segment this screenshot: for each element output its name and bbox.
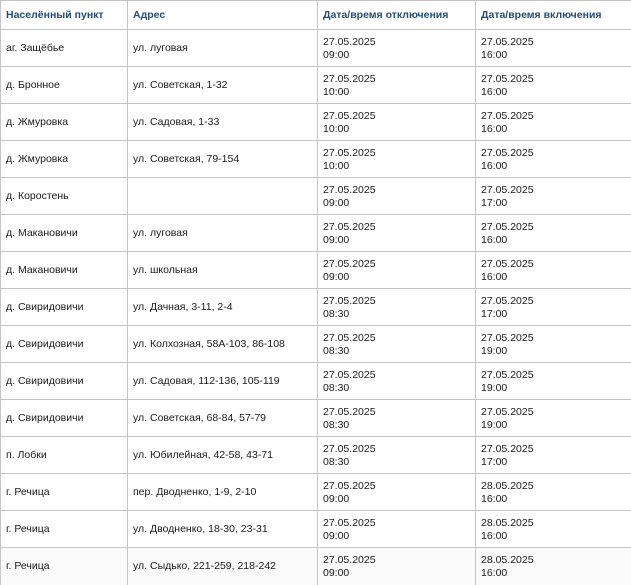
off-date: 27.05.2025: [323, 443, 470, 456]
off-date: 27.05.2025: [323, 221, 470, 234]
cell-settlement: д. Жмуровка: [1, 141, 128, 178]
off-date: 27.05.2025: [323, 369, 470, 382]
cell-address: ул. Садовая, 112-136, 105-119: [128, 363, 318, 400]
cell-on-datetime: [476, 326, 631, 363]
off-date: 27.05.2025: [323, 36, 470, 49]
table-row: [1, 141, 631, 178]
table-row: [1, 215, 631, 252]
cell-settlement: д. Коростень: [1, 178, 128, 215]
on-date: 27.05.2025: [481, 73, 626, 86]
off-time: 09:00: [323, 197, 470, 210]
cell-on-datetime: [476, 289, 631, 326]
cell-on-datetime: [476, 474, 631, 511]
cell-off-datetime: [318, 141, 476, 178]
off-date: 27.05.2025: [323, 332, 470, 345]
cell-off-datetime: [318, 215, 476, 252]
cell-off-datetime: [318, 289, 476, 326]
cell-off-datetime: [318, 548, 476, 585]
on-time: 19:00: [481, 382, 626, 395]
cell-on-datetime: [476, 363, 631, 400]
cell-off-datetime: [318, 326, 476, 363]
on-time: 16:00: [481, 493, 626, 506]
cell-on-datetime: [476, 215, 631, 252]
on-date: 27.05.2025: [481, 258, 626, 271]
cell-off-datetime: [318, 400, 476, 437]
on-date: 28.05.2025: [481, 480, 626, 493]
cell-address: ул. Дачная, 3-11, 2-4: [128, 289, 318, 326]
on-time: 17:00: [481, 456, 626, 469]
cell-address: ул. луговая: [128, 30, 318, 67]
on-date: 27.05.2025: [481, 332, 626, 345]
off-time: 08:30: [323, 345, 470, 358]
off-date: 27.05.2025: [323, 73, 470, 86]
table-row: [1, 30, 631, 67]
table-row: [1, 548, 631, 585]
cell-address: ул. Советская, 68-84, 57-79: [128, 400, 318, 437]
off-date: 27.05.2025: [323, 406, 470, 419]
on-time: 16:00: [481, 234, 626, 247]
table-row: [1, 67, 631, 104]
table-row: [1, 252, 631, 289]
off-time: 09:00: [323, 271, 470, 284]
on-date: 28.05.2025: [481, 517, 626, 530]
cell-address: ул. Сыдько, 221-259, 218-242: [128, 548, 318, 585]
cell-settlement: п. Лобки: [1, 437, 128, 474]
table-row: [1, 326, 631, 363]
header-off-datetime: Дата/время отключения: [318, 1, 476, 30]
cell-settlement: д. Макановичи: [1, 215, 128, 252]
cell-on-datetime: [476, 252, 631, 289]
on-date: 27.05.2025: [481, 443, 626, 456]
cell-address: ул. Садовая, 1-33: [128, 104, 318, 141]
cell-settlement: д. Свиридовичи: [1, 400, 128, 437]
cell-off-datetime: [318, 67, 476, 104]
cell-on-datetime: [476, 30, 631, 67]
on-date: 27.05.2025: [481, 184, 626, 197]
cell-on-datetime: [476, 511, 631, 548]
cell-off-datetime: [318, 437, 476, 474]
table-row: [1, 400, 631, 437]
header-row: [1, 1, 631, 30]
on-time: 19:00: [481, 345, 626, 358]
on-date: 28.05.2025: [481, 554, 626, 567]
off-date: 27.05.2025: [323, 147, 470, 160]
cell-on-datetime: [476, 178, 631, 215]
table-row: [1, 511, 631, 548]
table-row: [1, 178, 631, 215]
on-time: 16:00: [481, 530, 626, 543]
cell-off-datetime: [318, 178, 476, 215]
on-date: 27.05.2025: [481, 147, 626, 160]
on-time: 16:00: [481, 86, 626, 99]
off-time: 08:30: [323, 308, 470, 321]
on-time: 17:00: [481, 308, 626, 321]
on-time: 16:00: [481, 271, 626, 284]
off-date: 27.05.2025: [323, 295, 470, 308]
cell-settlement: д. Свиридовичи: [1, 289, 128, 326]
cell-settlement: г. Речица: [1, 474, 128, 511]
off-date: 27.05.2025: [323, 258, 470, 271]
table-row: [1, 363, 631, 400]
cell-address: ул. школьная: [128, 252, 318, 289]
on-time: 16:00: [481, 49, 626, 62]
off-time: 08:30: [323, 382, 470, 395]
header-on-datetime: Дата/время включения: [476, 1, 631, 30]
header-address: Адрес: [128, 1, 318, 30]
off-date: 27.05.2025: [323, 480, 470, 493]
off-time: 09:00: [323, 530, 470, 543]
cell-address: ул. луговая: [128, 215, 318, 252]
cell-settlement: д. Свиридовичи: [1, 363, 128, 400]
cell-off-datetime: [318, 252, 476, 289]
cell-on-datetime: [476, 67, 631, 104]
on-time: 19:00: [481, 419, 626, 432]
off-time: 08:30: [323, 419, 470, 432]
cell-address: ул. Колхозная, 58А-103, 86-108: [128, 326, 318, 363]
off-date: 27.05.2025: [323, 554, 470, 567]
cell-on-datetime: [476, 548, 631, 585]
off-time: 10:00: [323, 123, 470, 136]
cell-settlement: г. Речица: [1, 511, 128, 548]
cell-address: [128, 178, 318, 215]
cell-address: ул. Дводненко, 18-30, 23-31: [128, 511, 318, 548]
cell-on-datetime: [476, 437, 631, 474]
cell-off-datetime: [318, 511, 476, 548]
off-time: 08:30: [323, 456, 470, 469]
off-time: 10:00: [323, 160, 470, 173]
off-time: 09:00: [323, 234, 470, 247]
off-time: 10:00: [323, 86, 470, 99]
off-date: 27.05.2025: [323, 110, 470, 123]
cell-on-datetime: [476, 104, 631, 141]
table-row: [1, 437, 631, 474]
on-date: 27.05.2025: [481, 295, 626, 308]
cell-settlement: аг. Защёбье: [1, 30, 128, 67]
cell-address: ул. Юбилейная, 42-58, 43-71: [128, 437, 318, 474]
on-date: 27.05.2025: [481, 221, 626, 234]
off-date: 27.05.2025: [323, 517, 470, 530]
table-body: [1, 30, 631, 585]
off-time: 09:00: [323, 49, 470, 62]
table-row: [1, 104, 631, 141]
table-row: [1, 474, 631, 511]
table-header: [1, 1, 631, 30]
off-time: 09:00: [323, 567, 470, 580]
on-time: 17:00: [481, 197, 626, 210]
header-settlement: Населённый пункт: [1, 1, 128, 30]
cell-settlement: д. Свиридовичи: [1, 326, 128, 363]
cell-address: пер. Дводненко, 1-9, 2-10: [128, 474, 318, 511]
cell-address: ул. Советская, 79-154: [128, 141, 318, 178]
cell-address: ул. Советская, 1-32: [128, 67, 318, 104]
on-time: 16:00: [481, 567, 626, 580]
cell-settlement: д. Макановичи: [1, 252, 128, 289]
cell-off-datetime: [318, 363, 476, 400]
cell-off-datetime: [318, 474, 476, 511]
cell-on-datetime: [476, 141, 631, 178]
on-date: 27.05.2025: [481, 36, 626, 49]
table-row: [1, 289, 631, 326]
cell-on-datetime: [476, 400, 631, 437]
on-date: 27.05.2025: [481, 406, 626, 419]
cell-settlement: г. Речица: [1, 548, 128, 585]
on-time: 16:00: [481, 160, 626, 173]
off-date: 27.05.2025: [323, 184, 470, 197]
cell-off-datetime: [318, 104, 476, 141]
on-time: 16:00: [481, 123, 626, 136]
on-date: 27.05.2025: [481, 369, 626, 382]
off-time: 09:00: [323, 493, 470, 506]
on-date: 27.05.2025: [481, 110, 626, 123]
cell-settlement: д. Бронное: [1, 67, 128, 104]
cell-settlement: д. Жмуровка: [1, 104, 128, 141]
cell-off-datetime: [318, 30, 476, 67]
